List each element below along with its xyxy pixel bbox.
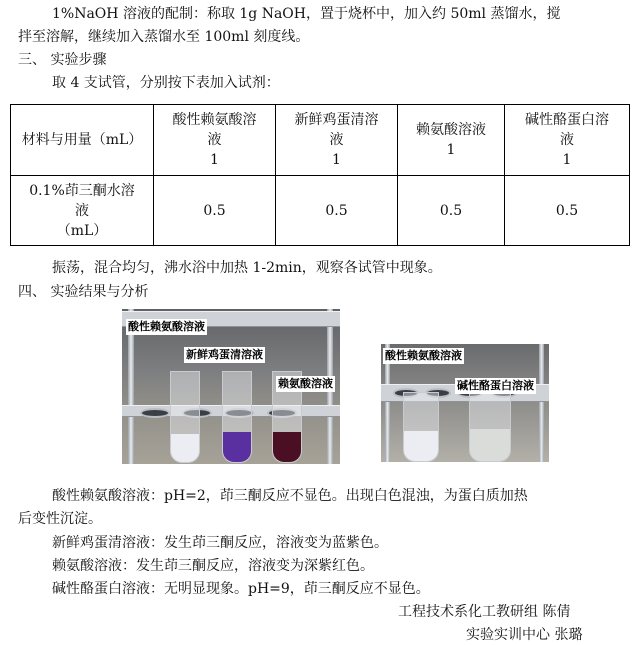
table-header-egg-white: 新鲜鸡蛋清溶 液 1 (276, 105, 398, 176)
table-cell-v1: 0.5 (154, 176, 276, 246)
label-right-acid-lysine: 酸性赖氨酸溶液 (385, 349, 462, 362)
table-header-lysine: 赖氨酸溶液 1 (398, 105, 505, 176)
liquid-right-white (404, 431, 438, 461)
section3-heading: 三、 实验步骤 (18, 52, 107, 68)
step-text: 取 4 支试管，分别按下表加入试剂： (52, 75, 280, 91)
label-lysine: 赖氨酸溶液 (278, 377, 333, 390)
result-acid-lysine-line2: 后变性沉淀。 (18, 511, 102, 527)
liquid-clear (470, 429, 510, 461)
table-header-acid-lysine: 酸性赖氨酸溶 液 1 (154, 105, 276, 176)
table-header-row (11, 105, 630, 176)
label-acid-lysine: 酸性赖氨酸溶液 (128, 320, 205, 333)
tube-right-acid-lysine (403, 392, 439, 462)
photo-left-test-tubes (122, 309, 340, 464)
table-header-casein: 碱性酪蛋白溶 液 1 (505, 105, 630, 176)
table-row (11, 176, 630, 246)
prep-text-line1: 1%NaOH 溶液的配制：称取 1g NaOH，置于烧杯中，加入约 50ml 蒸馏水，搅 (52, 6, 561, 22)
table-cell-v4: 0.5 (505, 176, 630, 246)
result-acid-lysine-line1: 酸性赖氨酸溶液：pH=2，茚三酮反应不显色。出现白色混浊，为蛋白质加热 (52, 488, 528, 504)
signature-2: 实验实训中心 张璐 (466, 627, 583, 643)
result-casein: 碱性酪蛋白溶液：无明显现象。pH=9，茚三酮反应不显色。 (52, 581, 430, 597)
table-cell-v3: 0.5 (398, 176, 505, 246)
table-cell-v2: 0.5 (276, 176, 398, 246)
signature-1: 工程技术系化工教研组 陈倩 (398, 604, 571, 620)
reagent-table (10, 104, 630, 246)
after-table-text: 振荡，混合均匀，沸水浴中加热 1-2min，观察各试管中现象。 (52, 260, 442, 276)
liquid-deep-purple-red (273, 432, 301, 462)
tube-acid-lysine (170, 371, 200, 463)
photo-right-test-tubes (381, 344, 549, 462)
label-egg-white: 新鲜鸡蛋清溶液 (186, 348, 263, 361)
liquid-white-precipitate (171, 434, 199, 462)
result-egg-white: 新鲜鸡蛋清溶液：发生茚三酮反应，溶液变为蓝紫色。 (52, 535, 388, 551)
label-casein: 碱性酪蛋白溶液 (457, 379, 534, 392)
prep-text-line2: 拌至溶解，继续加入蒸馏水至 100ml 刻度线。 (18, 29, 310, 45)
tube-egg-white (222, 371, 252, 463)
tube-casein (469, 392, 511, 462)
result-lysine: 赖氨酸溶液：发生茚三酮反应，溶液变为深紫红色。 (52, 558, 374, 574)
liquid-blue-purple (223, 432, 251, 462)
table-header-material: 材料与用量（mL） (11, 105, 154, 176)
table-cell-ninhydrin: 0.1%茚三酮水溶 液 （mL） (11, 176, 154, 246)
section4-heading: 四、 实验结果与分析 (18, 284, 149, 300)
